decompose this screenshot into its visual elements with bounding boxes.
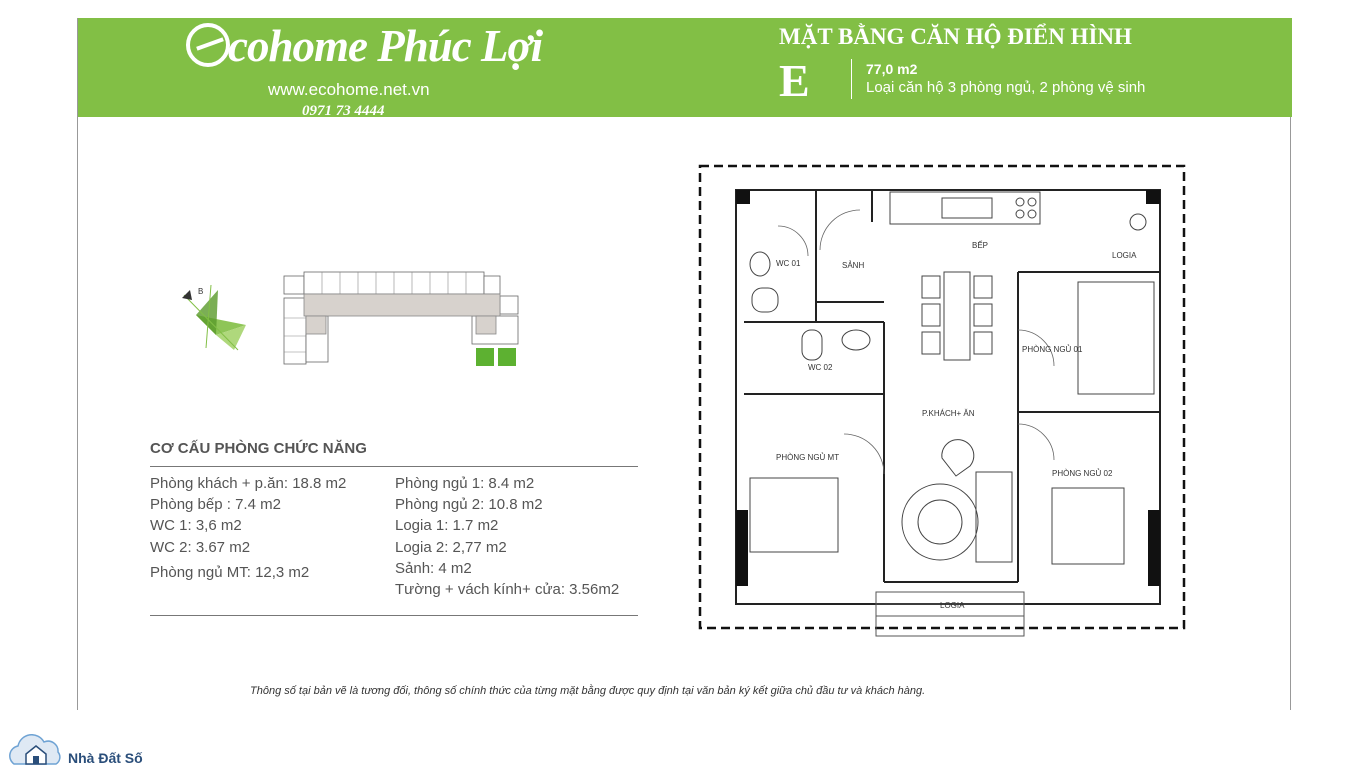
label-wc2: WC 02 [808, 363, 833, 372]
code-separator [851, 59, 852, 99]
spec-wc1: WC 1: 3,6 m2 [150, 517, 242, 534]
structure-title: CƠ CẤU PHÒNG CHỨC NĂNG [150, 440, 367, 457]
spec-lobby: Sảnh: 4 m2 [395, 560, 472, 577]
website-link[interactable]: www.ecohome.net.vn [268, 80, 430, 99]
plan-boundary [700, 166, 1184, 628]
brand-logo-icon [186, 23, 230, 67]
spec-bedroom2: Phòng ngủ 2: 10.8 m2 [395, 496, 543, 513]
apartment-type: Loại căn hộ 3 phòng ngủ, 2 phòng vệ sinh [866, 79, 1146, 96]
footer-site-name[interactable]: Nhà Đất Số [68, 750, 143, 766]
compass-icon [176, 280, 251, 355]
plan-title: MẶT BẰNG CĂN HỘ ĐIỂN HÌNH [779, 24, 1132, 49]
label-bedroom1: PHÒNG NGỦ 01 [1022, 345, 1083, 354]
header-banner [78, 18, 1292, 117]
label-logia-bottom: LOGIA [940, 601, 965, 610]
label-logia-top: LOGIA [1112, 251, 1137, 260]
disclaimer-note: Thông số tại bản vẽ là tương đối, thông số chính thức của từng mặt bằng được quy định tại văn bản ký kết giữa chủ đầu tư và khách hàng. [250, 685, 926, 697]
building-key-map [282, 270, 522, 370]
label-bedroom2: PHÒNG NGỦ 02 [1052, 469, 1113, 478]
house-cloud-icon [8, 734, 68, 768]
spec-kitchen: Phòng bếp : 7.4 m2 [150, 496, 281, 513]
brand-name: cohome Phúc Lợi [228, 21, 543, 71]
spec-living: Phòng khách + p.ăn: 18.8 m2 [150, 475, 347, 492]
spec-walls: Tường + vách kính+ cửa: 3.56m2 [395, 581, 620, 598]
brand-logo [186, 20, 542, 72]
floor-plan [696, 162, 1188, 642]
top-rule [150, 466, 638, 467]
plan-code: E [779, 55, 810, 106]
compass-mark: B [198, 287, 204, 296]
spec-master: Phòng ngủ MT: 12,3 m2 [150, 564, 310, 581]
phone-number: 0971 73 4444 [302, 103, 385, 117]
spec-wc2: WC 2: 3.67 m2 [150, 539, 251, 556]
spec-logia1: Logia 1: 1.7 m2 [395, 517, 499, 534]
label-lobby: SẢNH [842, 261, 865, 270]
label-master: PHÒNG NGỦ MT [776, 453, 840, 462]
label-living: P.KHÁCH+ ĂN [922, 409, 975, 418]
apartment-area: 77,0 m2 [866, 61, 918, 77]
label-wc1: WC 01 [776, 259, 801, 268]
spec-bedroom1: Phòng ngủ 1: 8.4 m2 [395, 475, 535, 492]
spec-logia2: Logia 2: 2,77 m2 [395, 539, 507, 556]
label-kitchen: BẾP [972, 241, 989, 250]
bottom-rule [150, 615, 638, 616]
